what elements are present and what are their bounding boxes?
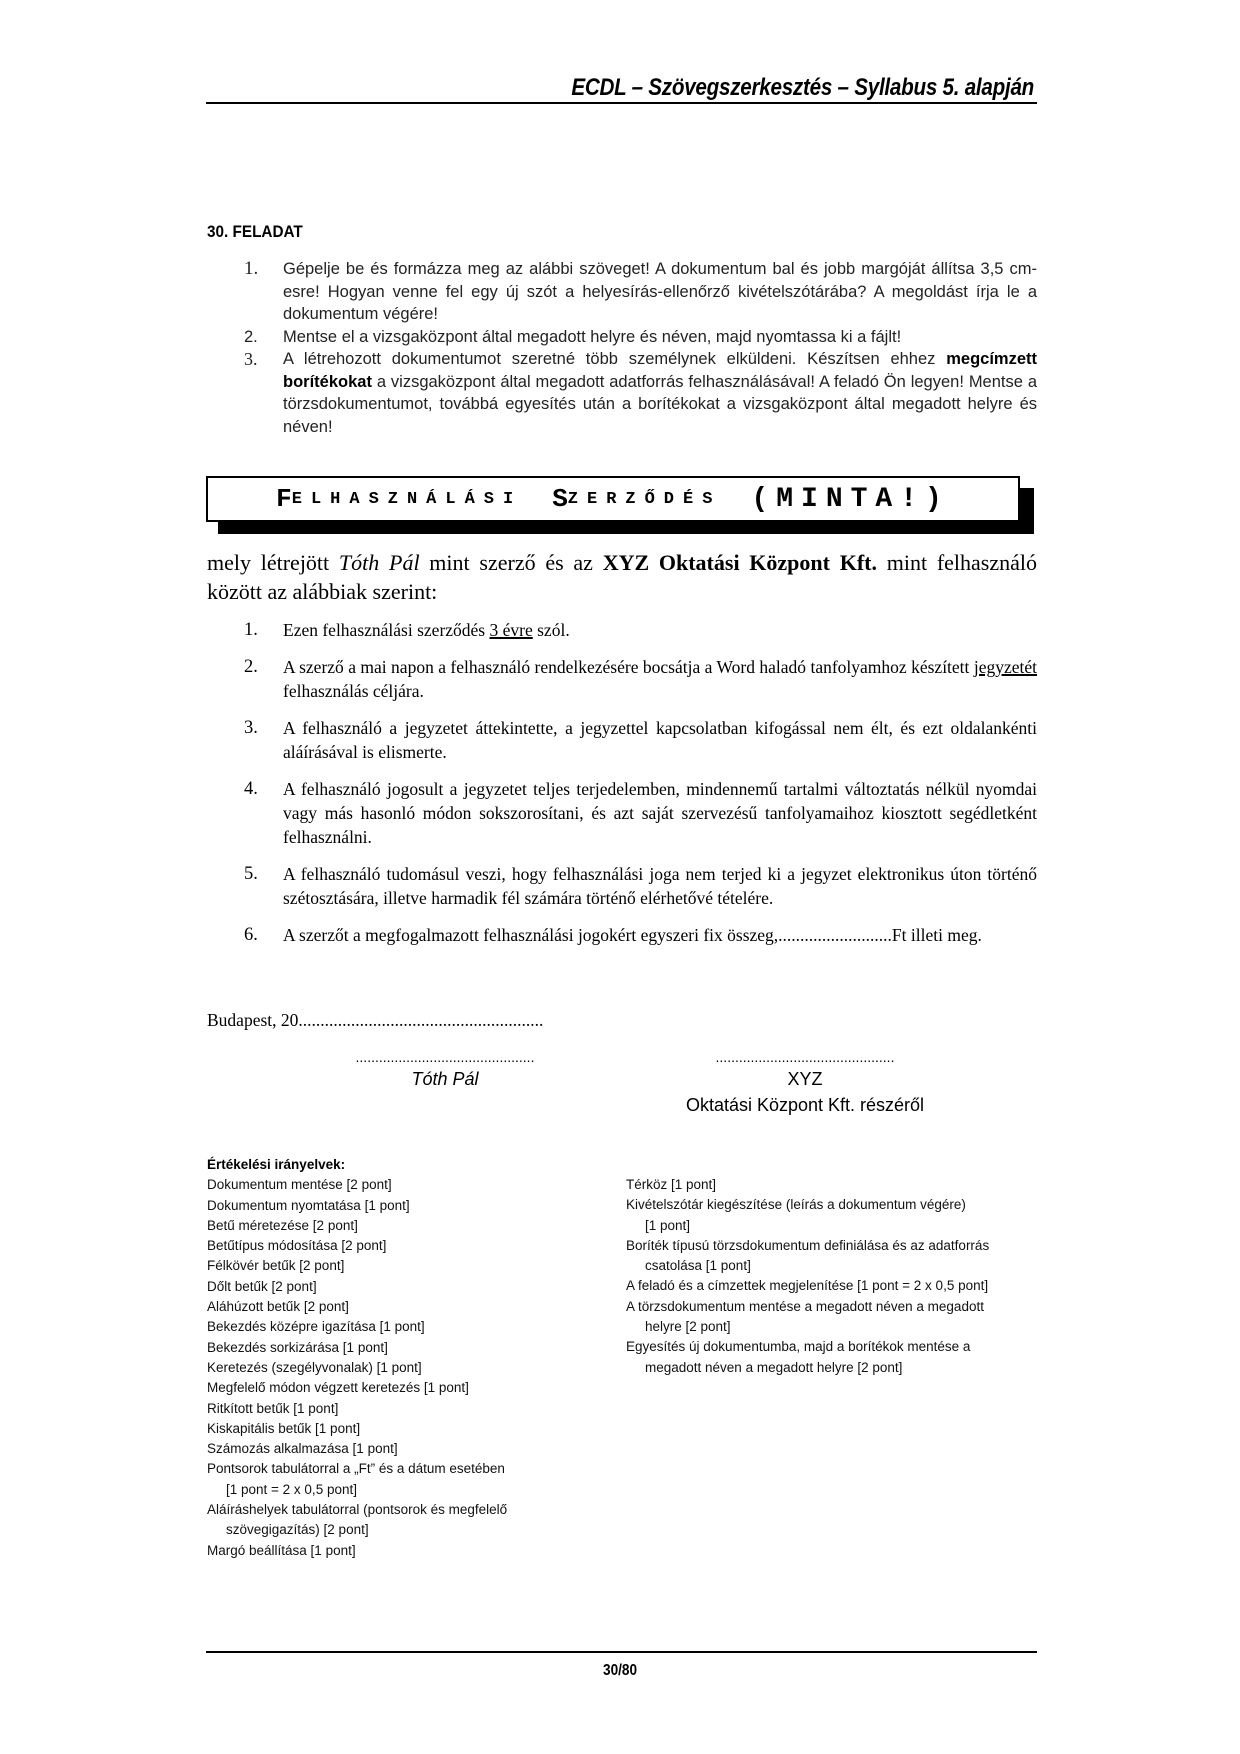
contract-clauses: [240, 618, 1037, 960]
signature-line: ..............................................: [715, 1049, 895, 1065]
clause-number: 1.: [244, 620, 258, 640]
clause-number: 3.: [244, 718, 258, 738]
evaluation-criterion: Aláíráshelyek tabulátorral (pontsorok és megfelelő: [207, 1502, 508, 1518]
page-number: [0, 1662, 1240, 1680]
clause-text: A felhasználó a jegyzetet áttekintette, a jegyzettel kapcsolatban kifogással nem élt, és ezt oldalankénti aláírásával is elismerte.: [283, 718, 1037, 762]
clause-text: felhasználás céljára.: [283, 681, 424, 701]
task-item-bold-text: megcímzett borítékokat: [283, 350, 1037, 391]
place-and-date: Budapest, 20........................................................: [207, 1010, 544, 1030]
task-item-text: a vizsgaközpont által megadott adatforrás felhasználásával! A feladó Ön legyen! Mentse a törzsdokumentumot, továbbá egyesítés után a borítékokat a vizsgaközpont által megadott helyre és néven!: [283, 372, 1037, 436]
task-item-number: 3.: [244, 349, 258, 369]
clause-text: A felhasználó jogosult a jegyzetet teljes terjedelemben, mindennemű tartalmi változtatás nélkül nyomdai vagy más hasonló módon sokszorosítani, és azt saját szervezésű tanfolyamaihoz kiosztott segédletként felhasználni.: [283, 779, 1037, 847]
task-item-text: Gépelje be és formázza meg az alábbi szöveget! A dokumentum bal és jobb margóját állítsa 3,5 cm-esre! Hogyan venne fel egy új szót a helyesírás-ellenőrző kivételszótárába? A megoldást írja le a dokumentum végére!: [283, 260, 1037, 323]
signature-role: Oktatási Központ Kft. részéről: [685, 1095, 925, 1115]
evaluation-criterion: Bekezdés középre igazítása [1 pont]: [207, 1319, 425, 1335]
intro-text: mint felhasználó között az alábbiak szerint:: [207, 550, 1038, 604]
evaluation-criterion: Bekezdés sorkizárása [1 pont]: [207, 1339, 388, 1355]
evaluation-criterion: Kiskapitális betűk [1 pont]: [207, 1420, 361, 1436]
evaluation-criterion: Félkövér betűk [2 pont]: [207, 1258, 345, 1274]
evaluation-criterion: Pontsorok tabulátorral a „Ft” és a dátum esetében: [207, 1461, 505, 1477]
evaluation-right-column: [626, 1175, 1046, 1378]
evaluation-criterion: Megfelelő módon végzett keretezés [1 pont]: [207, 1380, 469, 1396]
task-item: [240, 326, 1037, 349]
task-item-text: Mentse el a vizsgaközpont által megadott helyre és néven, majd nyomtassa ki a fájlt!: [283, 327, 902, 346]
clause-text: A felhasználó tudomásul veszi, hogy felhasználási joga nem terjed ki a jegyzet elektronikus úton történő szétosztására, illetve harmadik fél számára történő elérhetővé tételére.: [283, 864, 1037, 908]
running-header-title: ECDL – Szövegszerkesztés – Syllabus 5. alapján: [571, 74, 1034, 101]
signature-author: [320, 1048, 570, 1092]
evaluation-criterion: Számozás alkalmazása [1 pont]: [207, 1441, 398, 1457]
signature-name: Tóth Pál: [411, 1069, 479, 1089]
footer-rule: [206, 1651, 1037, 1653]
clause-text: A szerző a mai napon a felhasználó rendelkezésére bocsátja a Word haladó tanfolyamhoz készített: [283, 657, 974, 677]
evaluation-criterion: A törzsdokumentum mentése a megadott néven a megadott: [626, 1298, 984, 1314]
task-item-number: 2.: [244, 327, 258, 346]
evaluation-criterion: Margó beállítása [1 pont]: [207, 1542, 356, 1558]
signature-line: ..............................................: [355, 1049, 535, 1065]
contract-clause: [240, 777, 1037, 849]
contract-clause: [240, 716, 1037, 764]
contract-clause: [240, 655, 1037, 703]
title-tag: (MINTA!): [751, 483, 950, 515]
task-list: [240, 258, 1037, 438]
evaluation-criterion: Boríték típusú törzsdokumentum definiálása és az adatforrás: [626, 1237, 990, 1253]
task-heading: 30. FELADAT: [207, 222, 303, 241]
evaluation-criterion: Dokumentum nyomtatása [1 pont]: [207, 1197, 410, 1213]
evaluation-criterion: [1 pont = 2 x 0,5 pont]: [226, 1481, 357, 1497]
evaluation-heading: Értékelési irányelvek:: [207, 1157, 346, 1172]
clause-text: Ezen felhasználási szerződés: [283, 620, 490, 640]
title-smallcaps: ELHASZNÁLÁSI: [291, 489, 523, 509]
evaluation-criterion: Dokumentum mentése [2 pont]: [207, 1177, 392, 1193]
evaluation-criterion: A feladó és a címzettek megjelenítése [1 pont = 2 x 0,5 pont]: [626, 1278, 989, 1294]
evaluation-criterion: Térköz [1 pont]: [626, 1177, 717, 1192]
clause-number: 2.: [244, 657, 258, 677]
clause-number: 6.: [244, 925, 258, 945]
evaluation-criterion: Keretezés (szegélyvonalak) [1 pont]: [207, 1359, 422, 1375]
company-name: XYZ Oktatási Központ Kft.: [602, 550, 877, 575]
intro-text: mely létrejött: [207, 550, 339, 575]
task-item-number: 1.: [244, 258, 259, 279]
contract-clause: [240, 923, 1037, 947]
evaluation-criterion: helyre [2 pont]: [645, 1319, 731, 1335]
signature-company: [650, 1048, 960, 1118]
evaluation-criterion: Betűtípus módosítása [2 pont]: [207, 1238, 387, 1254]
evaluation-criterion: csatolása [1 pont]: [645, 1258, 751, 1274]
clause-underlined-text: 3 évre: [489, 620, 533, 640]
contract-clause: [240, 618, 1037, 642]
evaluation-criterion: Egyesítés új dokumentumba, majd a borítékok mentése a: [626, 1339, 971, 1355]
evaluation-criterion: Ritkított betűk [1 pont]: [207, 1400, 339, 1416]
intro-text: mint szerző és az: [419, 550, 603, 575]
task-item: [240, 258, 1037, 326]
evaluation-left-column: [207, 1155, 607, 1561]
title-initial: F: [276, 484, 292, 514]
evaluation-criterion: megadott néven a megadott helyre [2 pont]: [645, 1359, 903, 1375]
contract-intro: [207, 548, 1037, 606]
contract-title-box: [206, 476, 1020, 522]
clause-text: A szerzőt a megfogalmazott felhasználási jogokért egyszeri fix összeg,..........................Ft illeti meg.: [283, 925, 982, 945]
evaluation-criterion: Kivételszótár kiegészítése (leírás a dokumentum végére): [626, 1197, 966, 1213]
evaluation-criterion: Aláhúzott betűk [2 pont]: [207, 1299, 349, 1315]
header-rule: [206, 102, 1037, 104]
evaluation-criterion: szövegigazítás) [2 pont]: [226, 1522, 369, 1538]
signature-name: XYZ: [787, 1069, 823, 1089]
evaluation-criterion: [1 pont]: [645, 1217, 691, 1233]
title-smallcaps: ZERZŐDÉS: [567, 489, 722, 509]
title-initial: S: [552, 484, 568, 514]
contract-clause: [240, 862, 1037, 910]
evaluation-criterion: Dőlt betűk [2 pont]: [207, 1278, 317, 1294]
author-name: Tóth Pál: [338, 550, 420, 575]
page-number-text: 30/80: [602, 1662, 638, 1679]
evaluation-criterion: Betű méretezése [2 pont]: [207, 1217, 358, 1233]
task-item: [240, 348, 1037, 438]
task-item-text: A létrehozott dokumentumot szeretné több személynek elküldeni. Készítsen ehhez: [283, 350, 947, 368]
clause-number: 4.: [244, 779, 258, 799]
clause-number: 5.: [244, 864, 258, 884]
clause-text: szól.: [532, 620, 570, 640]
clause-underlined-text: jegyzetét: [973, 657, 1037, 677]
